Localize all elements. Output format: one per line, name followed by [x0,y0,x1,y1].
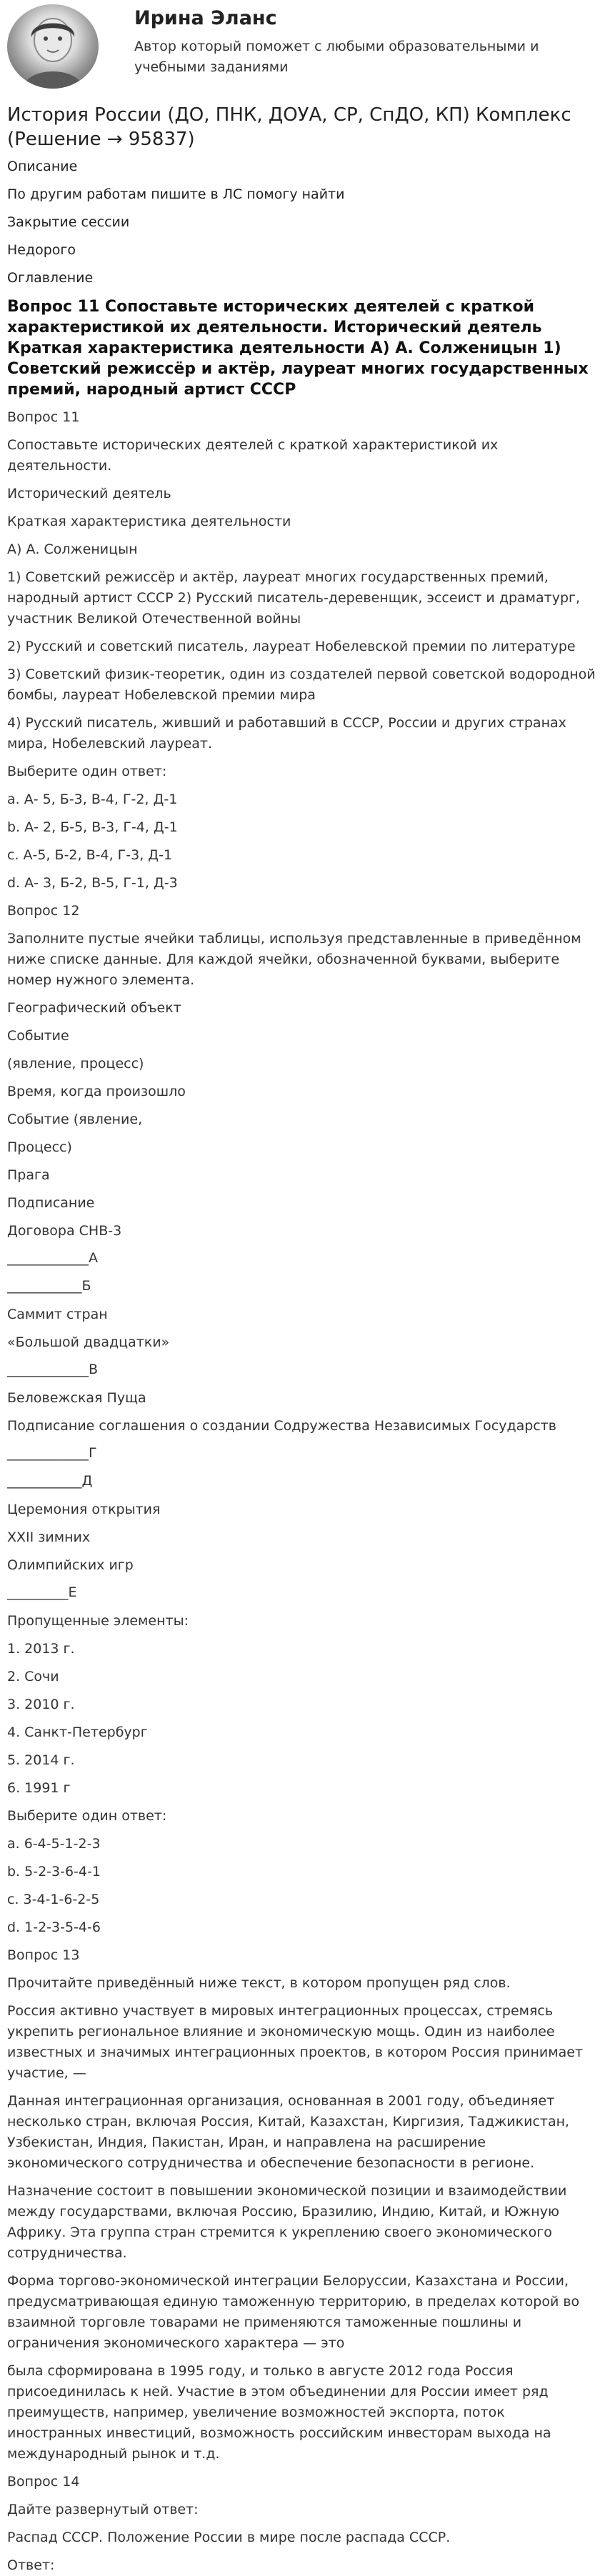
content-paragraph: 1. 2013 г. [7,1641,75,1657]
content-paragraph: Подписание [7,1195,95,1211]
content-paragraph: 6. 1991 г [7,1780,71,1796]
content-paragraph: 4) Русский писатель, живший и работавший в СССР, России и других странах мира, Нобелевский лауреат. [7,715,566,752]
description-label: Описание [7,159,78,174]
content-paragraph: Вопрос 13 [7,1947,80,1963]
author-name[interactable]: Ирина Эланс [134,7,277,29]
content-paragraph: Вопрос 12 [7,903,80,919]
content-paragraph: Россия активно участвует в мировых интеграционных процессах, стремясь укрепить региональное влияние и экономическую мощь. Один из наиболее известных и значимых интеграционных проектов, в котором Россия принимает участие, — [7,2003,584,2081]
price-label: Недорого [7,242,76,258]
content-paragraph: a. 6-4-5-1-2-3 [7,1836,101,1852]
content-paragraph: Дайте развернутый ответ: [7,2502,199,2517]
content-paragraph: Подписание соглашения о создании Содружества Независимых Государств [7,1418,557,1434]
content-paragraph: Процесс) [7,1139,72,1155]
content-paragraph: 5. 2014 г. [7,1752,75,1768]
content-paragraph: Назначение состоит в повышении экономической позиции и взаимодействии между государствами, включая Россию, Бразилию, Индию, Китай, и Южную Африку. Эта группа стран стремится к укреплению своего экономического сотрудничества. [7,2183,567,2261]
content-body [7,407,598,2576]
content-paragraph: Сопоставьте исторических деятелей с краткой характеристикой их деятельности. [7,437,499,474]
content-paragraph: Церемония открытия [7,1502,161,1517]
content-paragraph: ____________Г [7,1445,97,1461]
content-paragraph: Олимпийских игр [7,1557,134,1573]
content-paragraph: b. 5-2-3-6-4-1 [7,1864,101,1879]
avatar-portrait-icon [7,4,99,89]
content-paragraph: 2. Сочи [7,1669,59,1684]
content-paragraph: c. А-5, Б-2, В-4, Г-3, Д-1 [7,847,173,863]
content-paragraph: Событие (явление, [7,1112,143,1127]
content-paragraph: ____________В [7,1362,99,1377]
content-paragraph: была сформирована в 1995 году, и только в августе 2012 года Россия присоединилась к ней. Участие в этом объединении для России имеет ряд преимуществ, например, увеличение возможностей экспорта, поток иностранных инвестиций, возможность российским инвесторам выхода на международный рынок и т.д. [7,2363,551,2462]
question-heading: Вопрос 11 Сопоставьте исторических деятелей с краткой характеристикой их деятельности. Исторический деятель Краткая характеристика деятельности А) А. Солженицын 1) Советский режиссёр и актёр, лауреат многих государственных премий, народный артист СССР [7,298,589,399]
content-paragraph: 2) Русский и советский писатель, лауреат Нобелевской премии по литературе [7,639,576,654]
content-paragraph: 4. Санкт-Петербург [7,1724,148,1740]
content-paragraph: a. А- 5, Б-3, В-4, Г-2, Д-1 [7,792,178,807]
content-paragraph: Событие [7,1028,69,1044]
content-paragraph: Форма торгово-экономической интеграции Белоруссии, Казахстана и России, предусматривающая единую таможенную территорию, в пределах которой во взаимной торговле товарами не применяются таможенные пошлины и ограничения экономического характера — это [7,2273,580,2351]
content-paragraph: 1) Советский режиссёр и актёр, лауреат многих государственных премий, народный артист СССР 2) Русский писатель-деревенщик, эссеист и драматург, участник Великой Отечественной войны [7,569,581,626]
content-paragraph: Ответ: [7,2557,55,2573]
content-paragraph: А) А. Солженицын [7,541,138,557]
content-paragraph: Прага [7,1167,50,1183]
author-block [7,0,598,96]
content-paragraph: «Большой двадцатки» [7,1334,170,1350]
content-paragraph: ___________Б [7,1278,91,1294]
content-paragraph: b. А- 2, Б-5, В-3, Г-4, Д-1 [7,819,178,835]
content-paragraph: Выберите один ответ: [7,1808,167,1824]
content-paragraph: Пропущенные элементы: [7,1613,189,1629]
content-paragraph: XXII зимних [7,1529,91,1545]
content-paragraph: ___________Д [7,1473,93,1489]
content-paragraph: Время, когда произошло [7,1084,186,1099]
content-paragraph: Выберите один ответ: [7,764,167,779]
content-paragraph: Беловежская Пуща [7,1390,146,1406]
content-paragraph: 3) Советский физик-теоретик, один из создателей первой советской водородной бомбы, лауреат Нобелевской премии мира [7,667,596,703]
content-paragraph: Заполните пустые ячейки таблицы, используя представленные в приведённом ниже списке данные. Для каждой ячейки, обозначенной буквами, выберите номер нужного элемента. [7,931,581,988]
content-paragraph: ____________А [7,1250,98,1266]
content-paragraph: Договора СНВ-3 [7,1223,122,1239]
content-paragraph: Саммит стран [7,1307,108,1322]
content-paragraph: d. А- 3, Б-2, В-5, Г-1, Д-3 [7,875,178,891]
session-label: Закрытие сессии [7,214,130,230]
content-paragraph: (явление, процесс) [7,1056,144,1072]
content-paragraph: Вопрос 14 [7,2474,80,2490]
content-paragraph: Краткая характеристика деятельности [7,514,291,529]
description-text: По другим работам пишите в ЛС помогу найти [7,186,345,202]
page-title: История России (ДО, ПНК, ДОУА, СР, СпДО, КП) Комплекс (Решение → 95837) [7,104,571,150]
content-paragraph: 3. 2010 г. [7,1697,75,1712]
content-paragraph: Географический объект [7,1000,181,1016]
toc-label: Оглавление [7,270,94,286]
content-paragraph: _________Е [7,1584,77,1600]
content-paragraph: Вопрос 11 [7,409,80,425]
author-avatar[interactable] [7,4,99,89]
content-paragraph: Исторический деятель [7,486,171,501]
content-paragraph: c. 3-4-1-6-2-5 [7,1892,100,1907]
content-paragraph: d. 1-2-3-5-4-6 [7,1919,101,1935]
author-description: Автор который поможет с любыми образовательными и учебными заданиями [134,39,539,75]
content-paragraph: Данная интеграционная организация, основанная в 2001 году, объединяет несколько стран, включая Россия, Китай, Казахстан, Киргизия, Таджикистан, Узбекистан, Индия, Пакистан, Иран, и направлена на расширение экономического сотрудничества и обеспечение безопасности в регионе. [7,2093,570,2171]
content-paragraph: Прочитайте приведённый ниже текст, в котором пропущен ряд слов. [7,1975,511,1991]
author-info [134,4,577,78]
content-paragraph: Распад СССР. Положение России в мире после распада СССР. [7,2530,451,2545]
